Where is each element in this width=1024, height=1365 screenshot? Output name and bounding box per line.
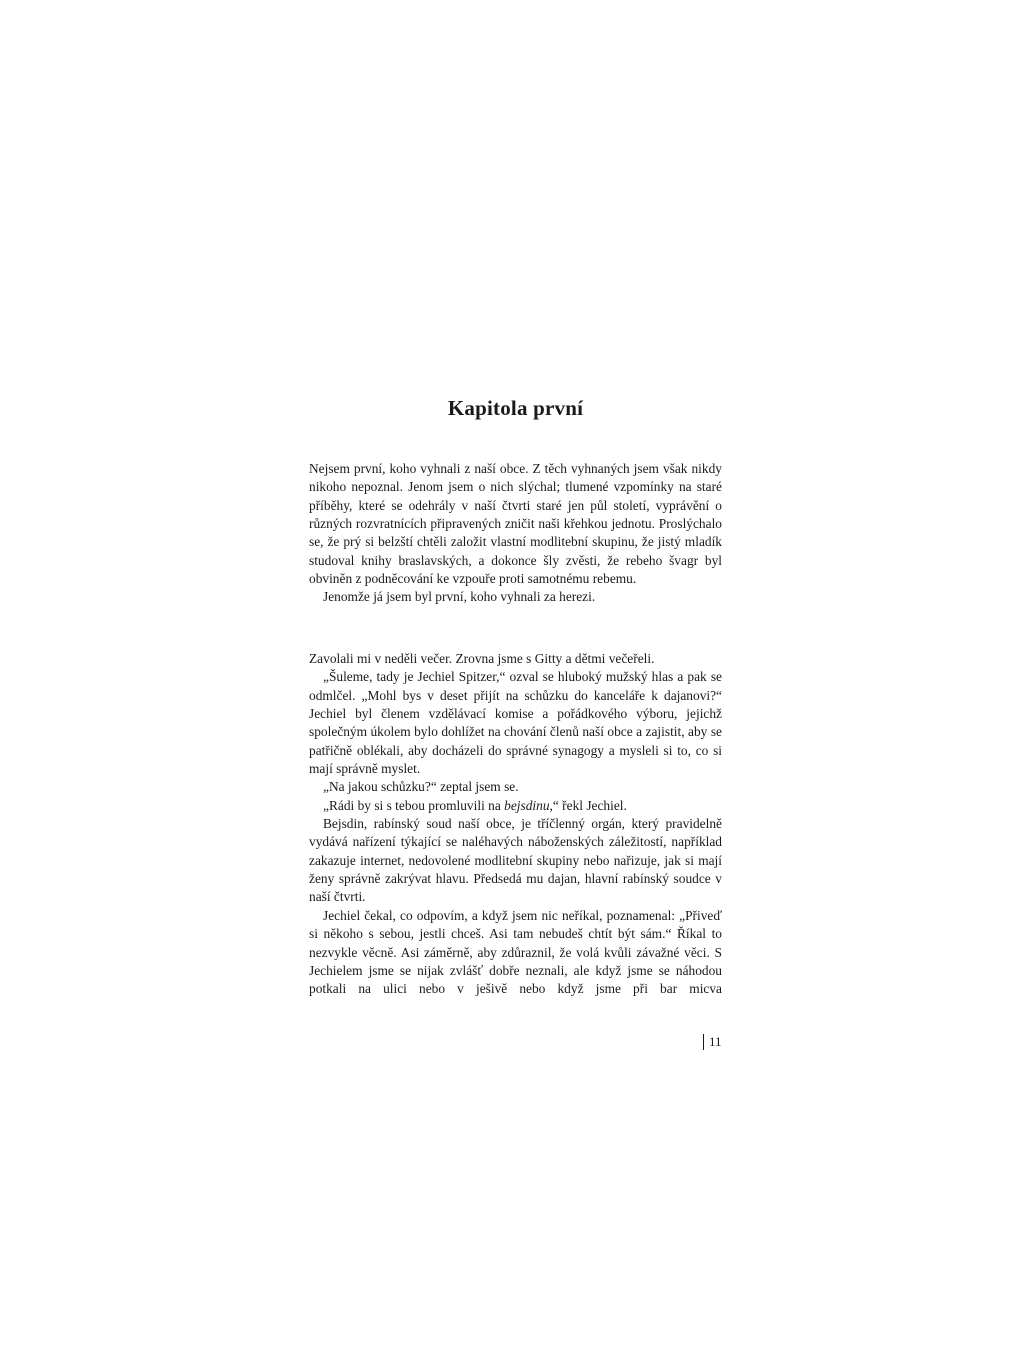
paragraph-bejsdin-description: Bejsdin, rabínský soud naší obce, je tříčlenný orgán, který pravidelně vydává nařízení týkající se naléhavých náboženských záležitostí, například zakazuje internet, nedovolené modlitební skupiny nebo nařizuje, jak si mají ženy správně zakrývat hlavu. Předsedá mu dajan, hlavní rabínský soudce v naší čtvrti. <box>309 816 722 905</box>
page-number: 11 <box>703 1034 722 1050</box>
italic-term-bejsdin: bejsdinu <box>504 797 550 813</box>
paragraph-jechiel-intro: „Šuleme, tady je Jechiel Spitzer,“ ozval se hluboký mužský hlas a pak se odmlčel. „Mohl bys v deset přijít na schůzku do kanceláře k dajanovi?“ Jechiel byl členem vzdělávací komise a pořádkového výboru, jejichž společným úkolem bylo dohlížet na chování členů naší obce a zajistit, aby se patřičně oblékali, aby docházeli do správné synagogy a mysleli si to, co si mají správně myslet. <box>309 669 722 777</box>
paragraph-heresy: Jenomže já jsem byl první, koho vyhnali za herezi. <box>323 589 596 605</box>
paragraph-phone-call: Zavolali mi v neděli večer. Zrovna jsme s Gitty a dětmi večeřeli. <box>309 651 655 666</box>
reply-text-start: „Rádi by si s tebou promluvili na <box>323 797 505 813</box>
opening-section <box>309 460 722 607</box>
paragraph-question: „Na jakou schůzku?“ zeptal jsem se. <box>323 779 519 795</box>
paragraph-opening: Nejsem první, koho vyhnali z naší obce. Z těch vyhnaných jsem však nikdy nikoho nepoznal. Jenom jsem o nich slýchal; tlumené vzpomínky na staré příběhy, které se odehrály v naší čtvrti staré jen půl století, vyprávění o různých rozvratnících připravených zničit naši křehkou jednotu. Proslýchalo se, že prý si belzští chtěli založit vlastní modlitební skupinu, že jistý mladík studoval knihy braslavských, a dokonce šly zvěsti, že rebeho švagr byl obviněn z podněcování ke vzpouře proti samotnému rebemu. <box>309 461 722 587</box>
second-section <box>309 650 722 999</box>
reply-text-end: ,“ řekl Jechiel. <box>549 797 627 813</box>
chapter-title: Kapitola první <box>447 396 584 420</box>
paragraph-jechiel-waiting: Jechiel čekal, co odpovím, a když jsem nic neříkal, poznamenal: „Přiveď si někoho s sebou, jestli chceš. Asi tam nebudeš chtít být sám.“ Říkal to nezvykle věcně. Asi záměrně, aby zdůraznil, že volá kvůli závažné věci. S Jechielem jsme se nijak zvlášť dobře neznali, ale když jsme se náhodou potkali na ulici nebo v ješivě nebo když jsme při bar micva <box>309 907 722 997</box>
paragraph-bejsdin-reply <box>309 797 722 815</box>
